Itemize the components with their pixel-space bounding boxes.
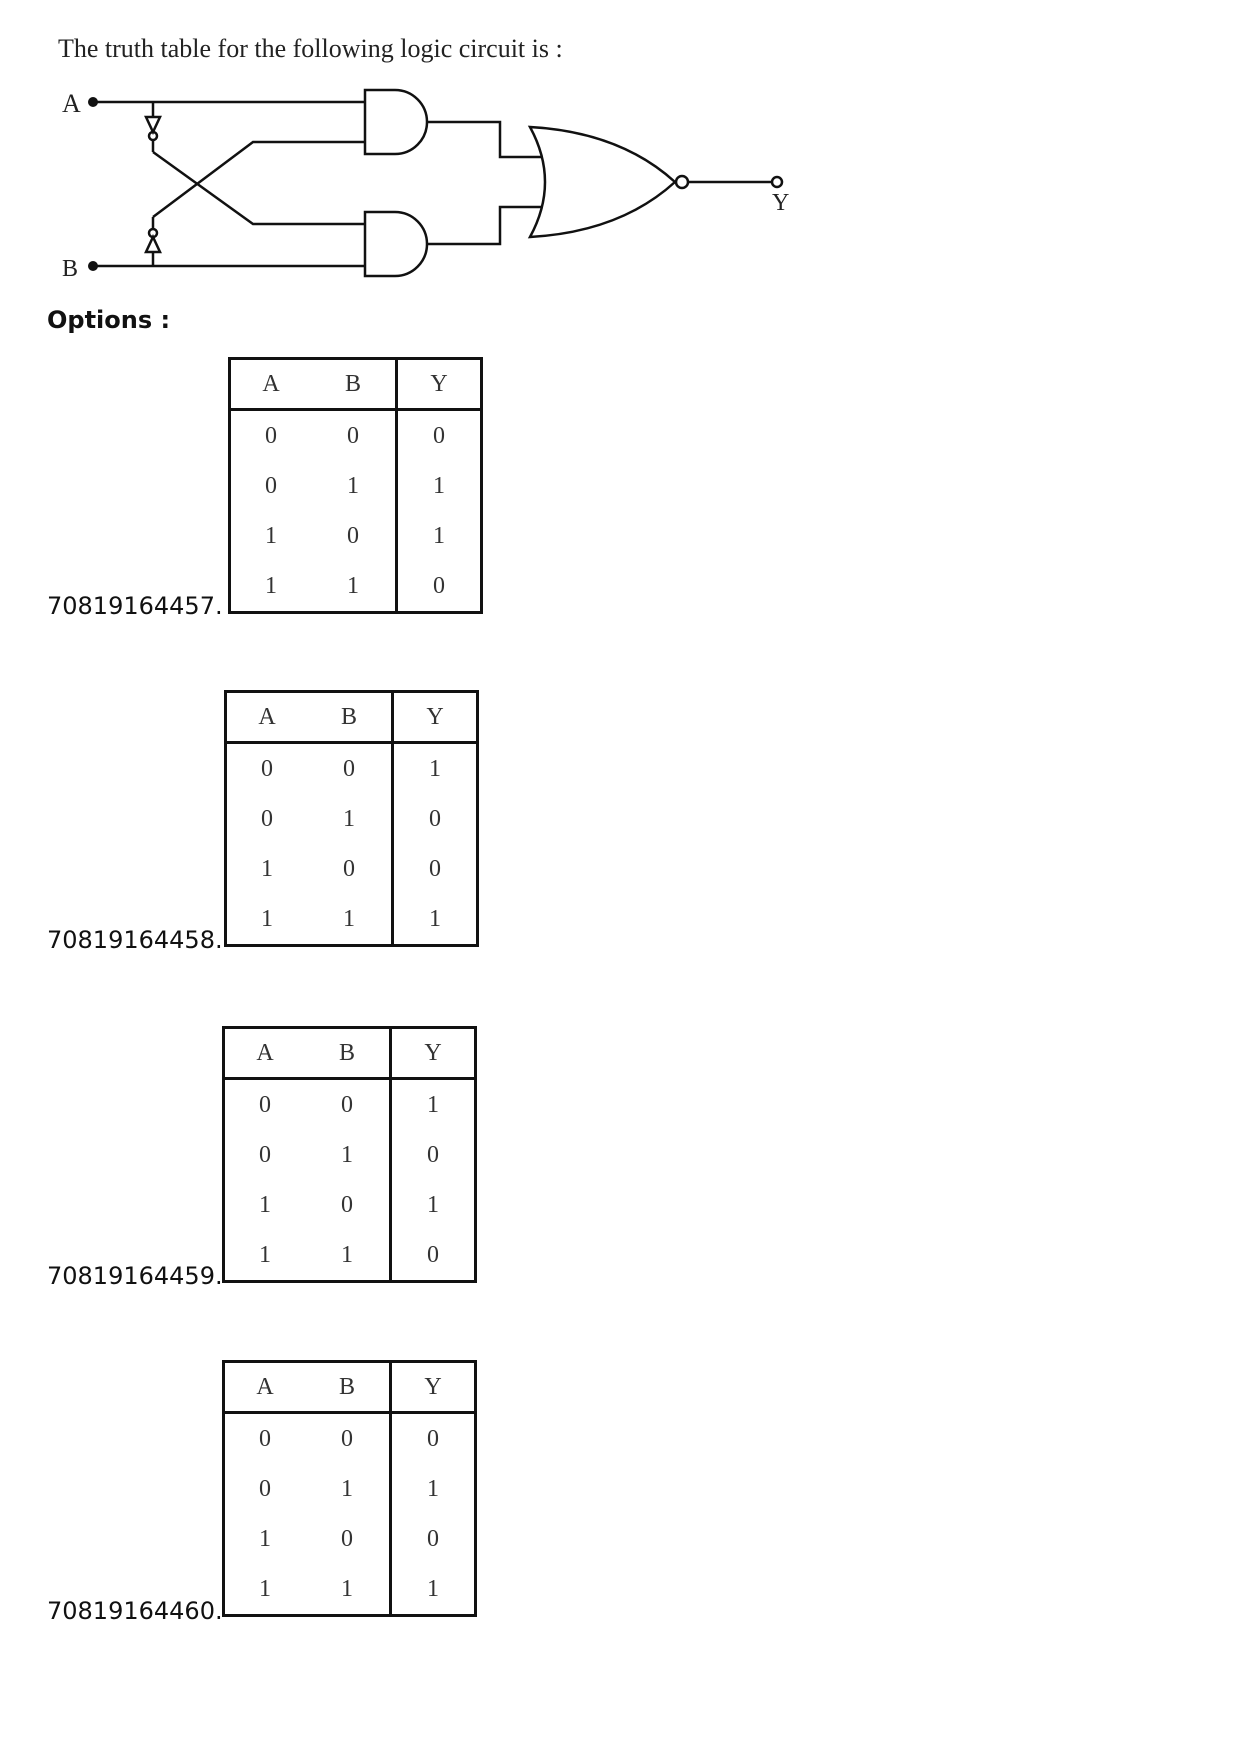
option-1-id[interactable]: 70819164457. — [47, 592, 223, 620]
option-4-id[interactable]: 70819164460. — [47, 1597, 223, 1625]
table-row: 0 0 0 — [230, 410, 482, 462]
table-row: 1 0 0 — [226, 844, 478, 894]
truth-table-option-4 — [222, 1360, 477, 1617]
table-row: 1 0 1 — [230, 511, 482, 561]
header-a: A — [230, 359, 312, 410]
input-b-label: B — [62, 256, 79, 282]
header-b: B — [311, 359, 397, 410]
table-row: 1 1 0 — [230, 561, 482, 613]
header-y: Y — [397, 359, 482, 410]
question-text: The truth table for the following logic circuit is : — [58, 34, 563, 63]
header-a: A — [226, 692, 308, 743]
and-gate-top-icon — [365, 90, 427, 154]
header-y: Y — [391, 1362, 476, 1413]
not-gate-a-icon — [146, 117, 160, 132]
table-row: 0 0 1 — [226, 743, 478, 795]
table-row: 0 1 1 — [224, 1464, 476, 1514]
not-gate-b-icon — [146, 237, 160, 252]
header-b: B — [305, 1028, 391, 1079]
table-row: 1 1 0 — [224, 1230, 476, 1282]
logic-circuit-diagram — [50, 82, 790, 292]
table-row: 1 1 1 — [224, 1564, 476, 1616]
table-row: 0 1 1 — [230, 461, 482, 511]
terminal-b-icon — [88, 261, 98, 271]
table-row: 0 1 0 — [226, 794, 478, 844]
truth-table-option-2 — [224, 690, 479, 947]
header-b: B — [307, 692, 393, 743]
table-row: 1 0 0 — [224, 1514, 476, 1564]
header-y: Y — [393, 692, 478, 743]
output-y-label: Y — [772, 190, 790, 216]
option-3-id[interactable]: 70819164459. — [47, 1262, 223, 1290]
header-a: A — [224, 1362, 306, 1413]
header-y: Y — [391, 1028, 476, 1079]
header-a: A — [224, 1028, 306, 1079]
table-row: 1 1 1 — [226, 894, 478, 946]
header-b: B — [305, 1362, 391, 1413]
terminal-a-icon — [88, 97, 98, 107]
option-2-id[interactable]: 70819164458. — [47, 926, 223, 954]
table-row: 1 0 1 — [224, 1180, 476, 1230]
table-row: 0 0 0 — [224, 1413, 476, 1465]
options-heading: Options : — [47, 306, 171, 334]
nor-gate-icon — [530, 127, 675, 237]
input-a-label: A — [62, 89, 81, 118]
truth-table-option-3 — [222, 1026, 477, 1283]
truth-table-option-1 — [228, 357, 483, 614]
table-row: 0 1 0 — [224, 1130, 476, 1180]
table-row: 0 0 1 — [224, 1079, 476, 1131]
and-gate-bottom-icon — [365, 212, 427, 276]
